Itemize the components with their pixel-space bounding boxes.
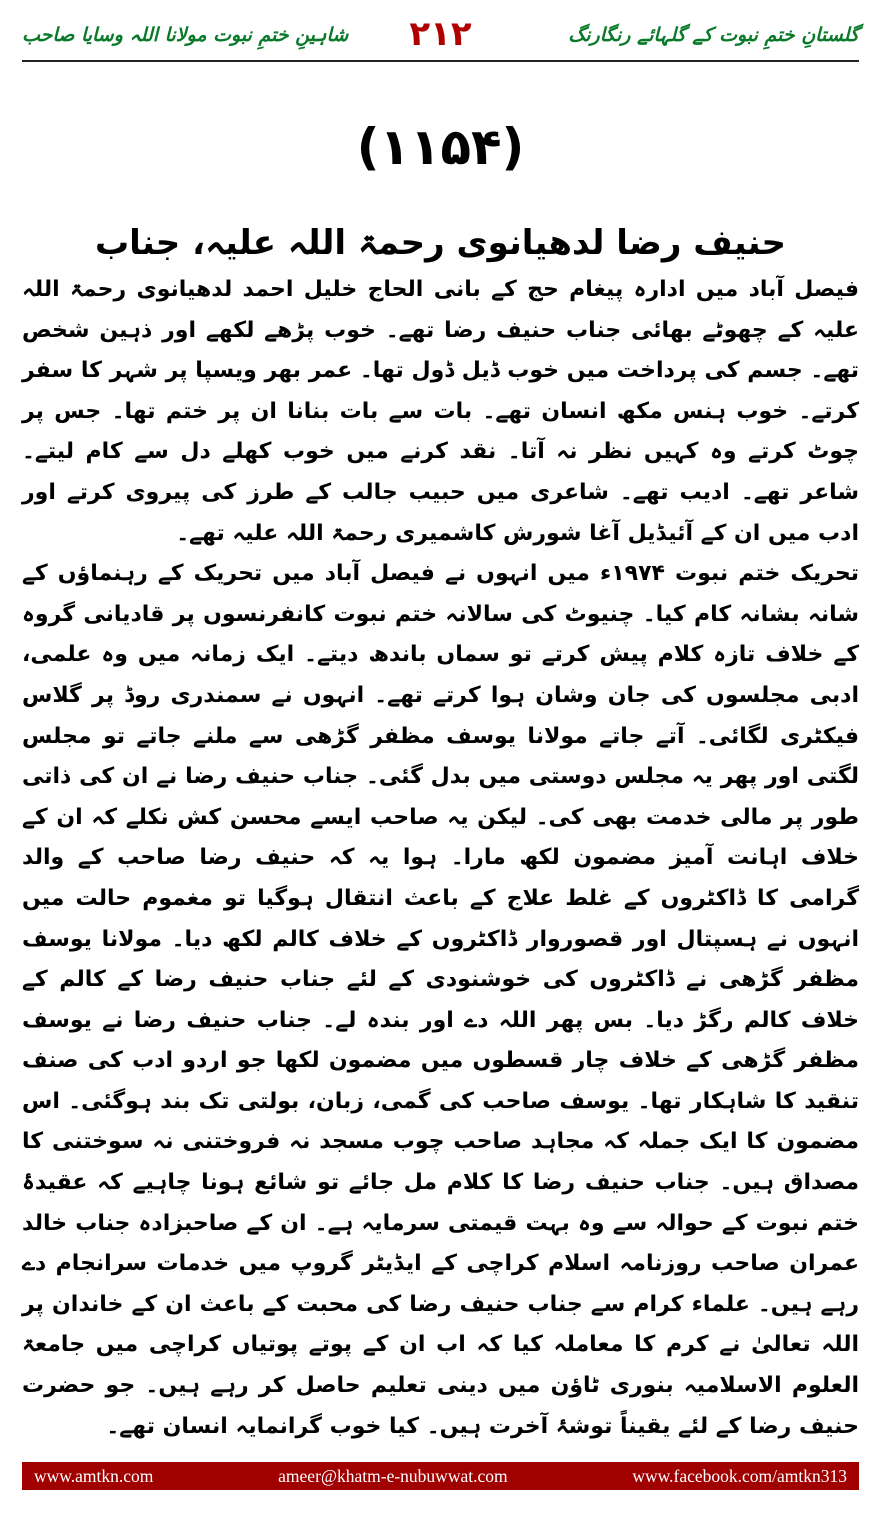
page-footer — [22, 1462, 859, 1490]
paragraph-1: فیصل آباد میں ادارہ پیغام حج کے بانی الحاج خلیل احمد لدھیانوی رحمۃ اللہ علیہ کے چھوٹے بھائی جناب حنیف رضا تھے۔ خوب پڑھے لکھے اور ذہین شخص تھے۔ جسم کی پرداخت میں خوب ڈیل ڈول تھا۔ عمر بھر ویسپا پر شہر کا سفر کرتے۔ خوب ہنس مکھ انسان تھے۔ بات سے بات بنانا ان پر ختم تھا۔ جس پر چوٹ کرتے وہ کہیں نظر نہ آتا۔ نقد کرنے میں خوب کھلے دل سے کام لیتے۔ شاعر تھے۔ ادیب تھے۔ شاعری میں حبیب جالب کے طرز کی پیروی کرتے اور ادب میں ان کے آئیڈیل آغا شورش کاشمیری رحمۃ اللہ علیہ تھے۔ — [22, 277, 859, 546]
article-title: حنیف رضا لدھیانوی رحمۃ اللہ علیہ، جناب — [95, 223, 786, 263]
facebook-link[interactable]: www.facebook.com/amtkn313 — [632, 1465, 847, 1486]
entry-number: (۱۱۵۴) — [356, 118, 525, 176]
paragraph-2: تحریک ختم نبوت ۱۹۷۴ء میں انہوں نے فیصل آباد میں تحریک کے رہنماؤں کے شانہ بشانہ کام کیا۔ چنیوٹ کی سالانہ ختم نبوت کانفرنسوں پر قادیانی گروہ کے خلاف تازہ کلام پیش کرتے تو سماں باندھ دیتے۔ ایک زمانہ میں وہ علمی، ادبی مجلسوں کی جان وشان ہوا کرتے تھے۔ انہوں نے سمندری روڈ پر گلاس فیکٹری لگائی۔ آتے جاتے مولانا یوسف مظفر گڑھی سے ملنے جاتے تو مجلس لگتی اور پھر یہ مجلس دوستی میں بدل گئی۔ جناب حنیف رضا نے ان کی ذاتی طور پر مالی خدمت بھی کی۔ لیکن یہ صاحب ایسے محسن کش نکلے کہ ان کے خلاف اہانت آمیز مضمون لکھ مارا۔ ہوا یہ کہ حنیف رضا صاحب کے والد گرامی کا ڈاکٹروں کے غلط علاج کے باعث انتقال ہوگیا تو مغموم حالت میں انہوں نے ہسپتال اور قصوروار ڈاکٹروں کے خلاف کالم لکھ دیا۔ مولانا یوسف مظفر گڑھی نے ڈاکٹروں کی خوشنودی کے لئے جناب حنیف رضا کے کالم کے خلاف کالم رگڑ دیا۔ بس پھر اللہ دے اور بندہ لے۔ جناب حنیف رضا نے یوسف مظفر گڑھی کے خلاف چار قسطوں میں مضمون لکھا جو اردو ادب کی صنف تنقید کا شاہکار تھا۔ یوسف صاحب کی گمی، زبان، بولتی تک بند ہوگئی۔ اس مضمون کا ایک جملہ کہ مجاہد صاحب چوب مسجد نہ فروختنی نہ سوختنی کا مصداق ہیں۔ جناب حنیف رضا کا کلام مل جائے تو شائع ہونا چاہیے کہ عقیدۂ ختم نبوت کے حوالہ سے وہ بہت قیمتی سرمایہ ہے۔ ان کے صاحبزادہ جناب خالد عمران صاحب روزنامہ اسلام کراچی کے ایڈیٹر گروپ میں خدمات سرانجام دے رہے ہیں۔ علماء کرام سے جناب حنیف رضا کی محبت کے باعث ان کے خاندان پر اللہ تعالیٰ نے کرم کا معاملہ کیا کہ اب ان کے پوتے پوتیاں کراچی میں جامعۃ العلوم الاسلامیہ بنوری ٹاؤن میں دینی تعلیم حاصل کر رہے ہیں۔ جو حضرت حنیف رضا کے لئے یقیناً توشۂ آخرت ہیں۔ کیا خوب گرانمایہ انسان تھے۔ — [22, 561, 860, 1439]
website-link[interactable]: www.amtkn.com — [34, 1465, 154, 1486]
running-title-left: شاہینِ ختمِ نبوت مولانا اللہ وسایا صاحب — [22, 24, 349, 46]
email-link[interactable]: ameer@khatm-e-nubuwwat.com — [278, 1465, 508, 1486]
page-number: ۲۱۲ — [409, 14, 472, 54]
page-header — [22, 14, 859, 62]
article-body — [22, 270, 859, 1447]
running-title-right: گلستانِ ختمِ نبوت کے گلہائے رنگارنگ — [568, 24, 859, 46]
